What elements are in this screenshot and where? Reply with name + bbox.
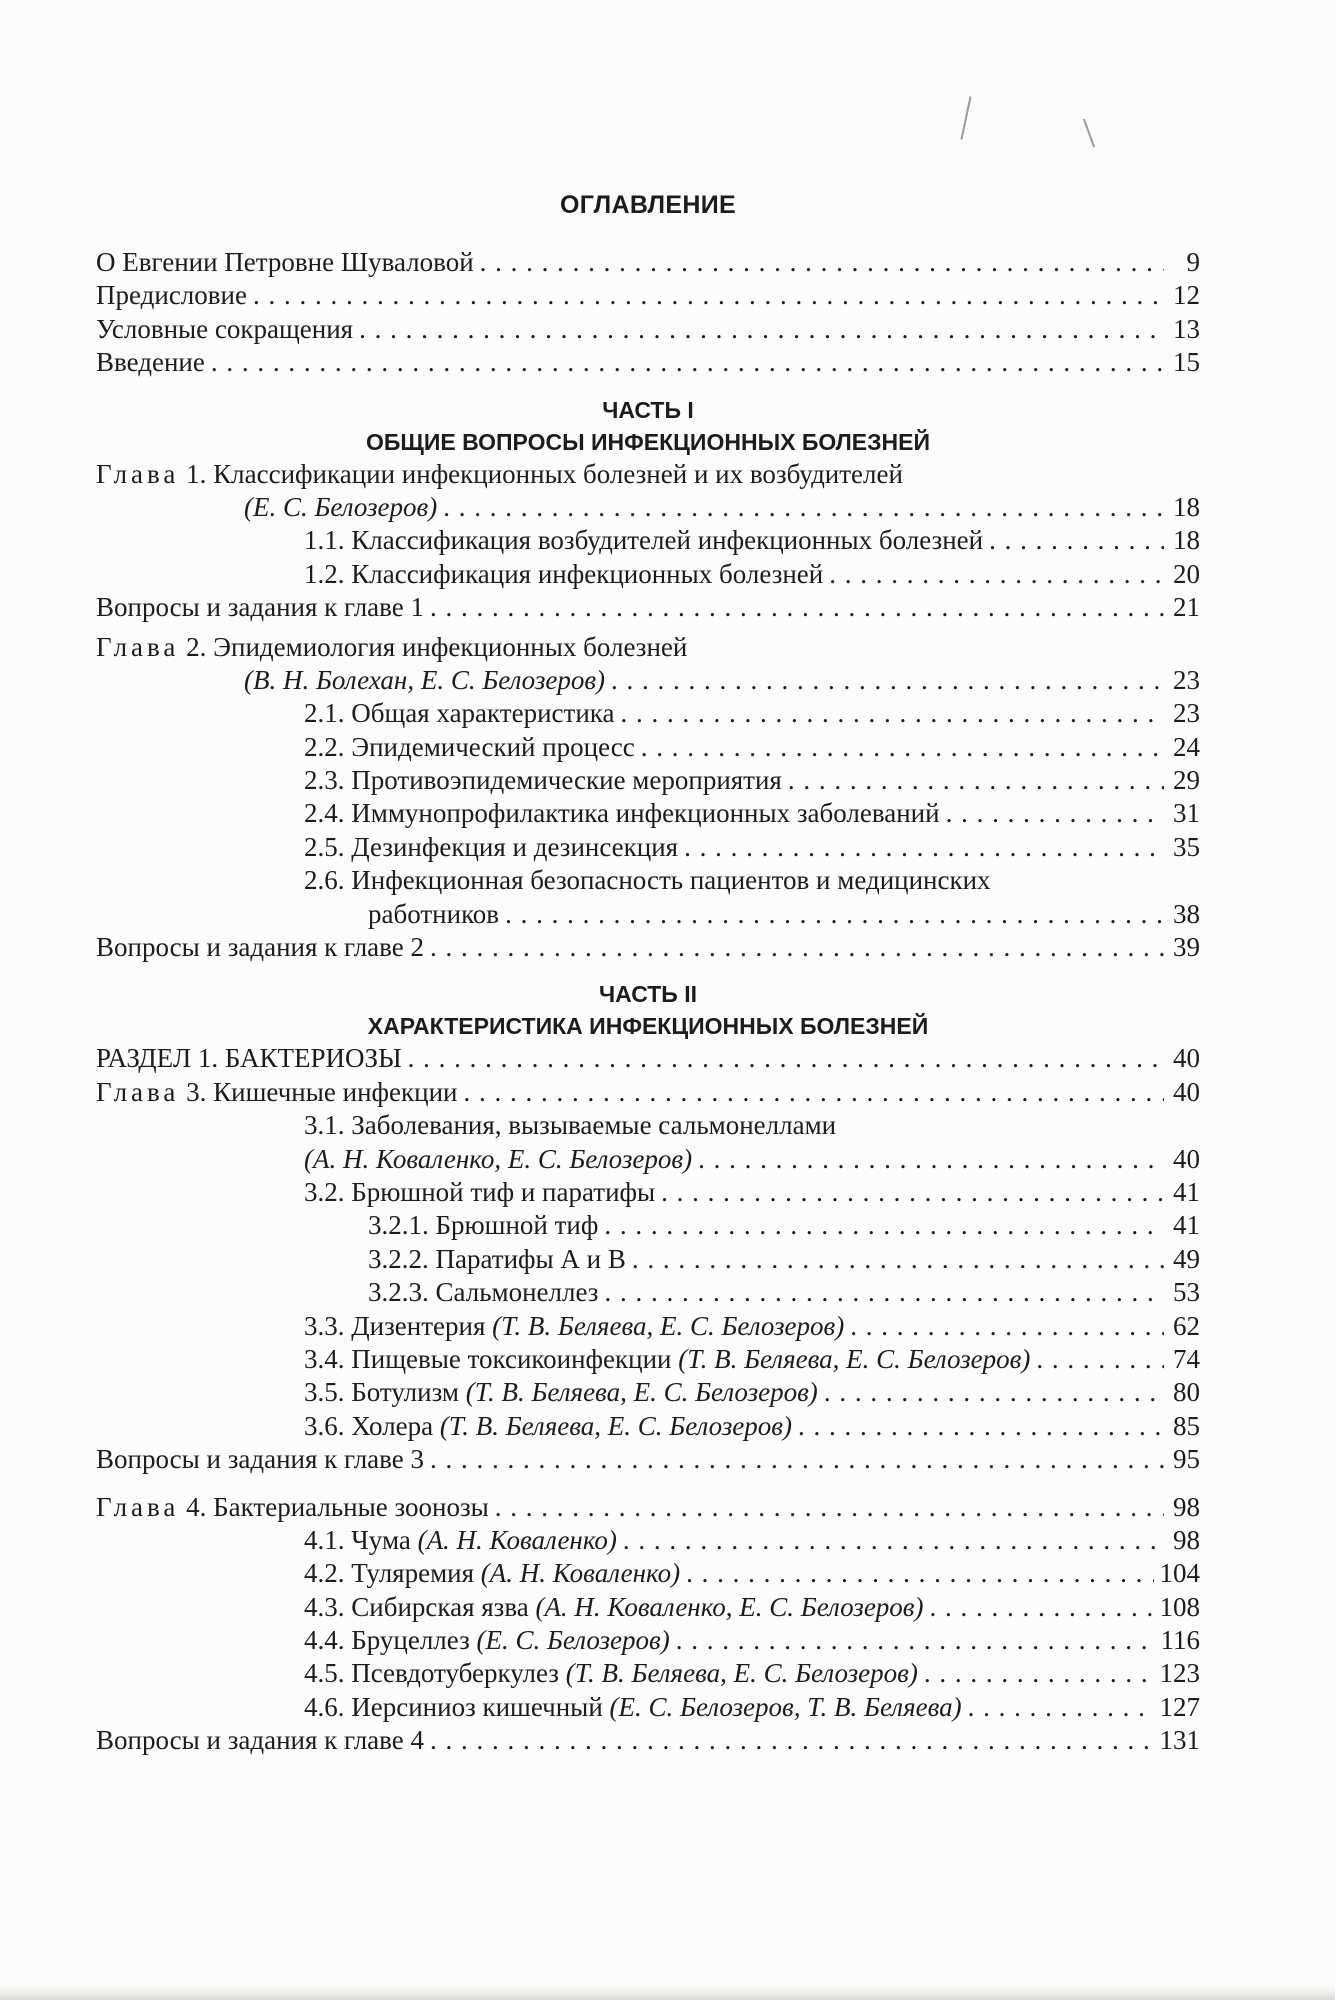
toc-entry: 2.5. Дезинфекция и дезинсекция . . . 35 — [96, 831, 1200, 864]
toc-entry: Вопросы и задания к главе 1 . . . 21 — [96, 591, 1200, 624]
toc-entry: 3.2.3. Сальмонеллез . . . 53 — [96, 1276, 1200, 1309]
toc-entry: 4.6. Иерсиниоз кишечный (Е. С. Белозеров, Т. В. Беляева) . . . 127 — [96, 1691, 1200, 1724]
chapter-heading: Глава 4. Бактериальные зоонозы . . . 98 — [96, 1491, 1200, 1524]
part-title: ХАРАКТЕРИСТИКА ИНФЕКЦИОННЫХ БОЛЕЗНЕЙ — [367, 1013, 929, 1040]
table-of-contents — [96, 186, 1200, 1758]
toc-entry: О Евгении Петровне Шуваловой . . . 9 — [96, 246, 1200, 279]
toc-entry: 1.2. Классификация инфекционных болезней . . . 20 — [96, 558, 1200, 591]
toc-entry: Введение . . . 15 — [96, 346, 1200, 379]
chapter-heading: Глава 3. Кишечные инфекции . . . 40 — [96, 1076, 1200, 1109]
toc-entry: 2.1. Общая характеристика . . . 23 — [96, 697, 1200, 730]
toc-entry: работников . . . 38 — [96, 898, 1200, 931]
toc-entry: 4.5. Псевдотуберкулез (Т. В. Беляева, Е. С. Белозеров) . . . 123 — [96, 1657, 1200, 1690]
part-label: ЧАСТЬ II — [599, 981, 697, 1008]
toc-entry-line: 3.1. Заболевания, вызываемые сальмонеллами — [304, 1110, 837, 1141]
toc-entry: 4.1. Чума (А. Н. Коваленко) . . . 98 — [96, 1524, 1200, 1557]
toc-entry: Предисловие . . . 12 — [96, 279, 1200, 312]
page-edge-shadow — [0, 1986, 1335, 2000]
toc-entry: 3.6. Холера (Т. В. Беляева, Е. С. Белозеров) . . . 85 — [96, 1410, 1200, 1443]
paper-scratch-mark — [1083, 119, 1095, 148]
part-label: ЧАСТЬ I — [602, 396, 694, 423]
toc-entry-line: 2.6. Инфекционная безопасность пациентов и медицинских — [304, 865, 991, 896]
toc-entry: 3.3. Дизентерия (Т. В. Беляева, Е. С. Белозеров) . . . 62 — [96, 1310, 1200, 1343]
toc-entry: 3.5. Ботулизм (Т. В. Беляева, Е. С. Белозеров) . . . 80 — [96, 1376, 1200, 1409]
toc-entry: 2.4. Иммунопрофилактика инфекционных заболеваний . . . 31 — [96, 797, 1200, 830]
toc-entry: 4.3. Сибирская язва (А. Н. Коваленко, Е. С. Белозеров) . . . 108 — [96, 1591, 1200, 1624]
toc-entry: 3.2.2. Паратифы А и В . . . 49 — [96, 1243, 1200, 1276]
toc-entry: Вопросы и задания к главе 4 . . . 131 — [96, 1724, 1200, 1757]
toc-entry: 2.2. Эпидемический процесс . . . 24 — [96, 731, 1200, 764]
part-title: ОБЩИЕ ВОПРОСЫ ИНФЕКЦИОННЫХ БОЛЕЗНЕЙ — [365, 428, 931, 455]
toc-entry: 4.4. Бруцеллез (Е. С. Белозеров) . . . 116 — [96, 1624, 1200, 1657]
toc-entry: 2.3. Противоэпидемические мероприятия . . . 29 — [96, 764, 1200, 797]
toc-entry: 3.2.1. Брюшной тиф . . . 41 — [96, 1209, 1200, 1242]
paper-scratch-mark — [960, 96, 971, 139]
toc-entry: 3.2. Брюшной тиф и паратифы . . . 41 — [96, 1176, 1200, 1209]
toc-entry: 1.1. Классификация возбудителей инфекционных болезней . . . 18 — [96, 524, 1200, 557]
chapter-heading: Глава 2. Эпидемиология инфекционных болезней — [96, 631, 688, 662]
toc-entry: 3.4. Пищевые токсикоинфекции (Т. В. Беляева, Е. С. Белозеров) . . . 74 — [96, 1343, 1200, 1376]
chapter-heading: Глава 1. Классификации инфекционных болезней и их возбудителей — [96, 458, 903, 489]
toc-entry: Условные сокращения . . . 13 — [96, 313, 1200, 346]
toc-entry: 4.2. Туляремия (А. Н. Коваленко) . . . 104 — [96, 1557, 1200, 1590]
toc-entry: (Е. С. Белозеров) . . . 18 — [96, 491, 1200, 524]
toc-entry: Вопросы и задания к главе 3 . . . 95 — [96, 1443, 1200, 1476]
toc-title: ОГЛАВЛЕНИЕ — [560, 191, 736, 219]
section-heading: РАЗДЕЛ 1. БАКТЕРИОЗЫ . . . 40 — [96, 1042, 1200, 1075]
toc-entry: Вопросы и задания к главе 2 . . . 39 — [96, 931, 1200, 964]
toc-entry: (А. Н. Коваленко, Е. С. Белозеров) . . . 40 — [96, 1143, 1200, 1176]
toc-entry: (В. Н. Болехан, Е. С. Белозеров) . . . 23 — [96, 664, 1200, 697]
